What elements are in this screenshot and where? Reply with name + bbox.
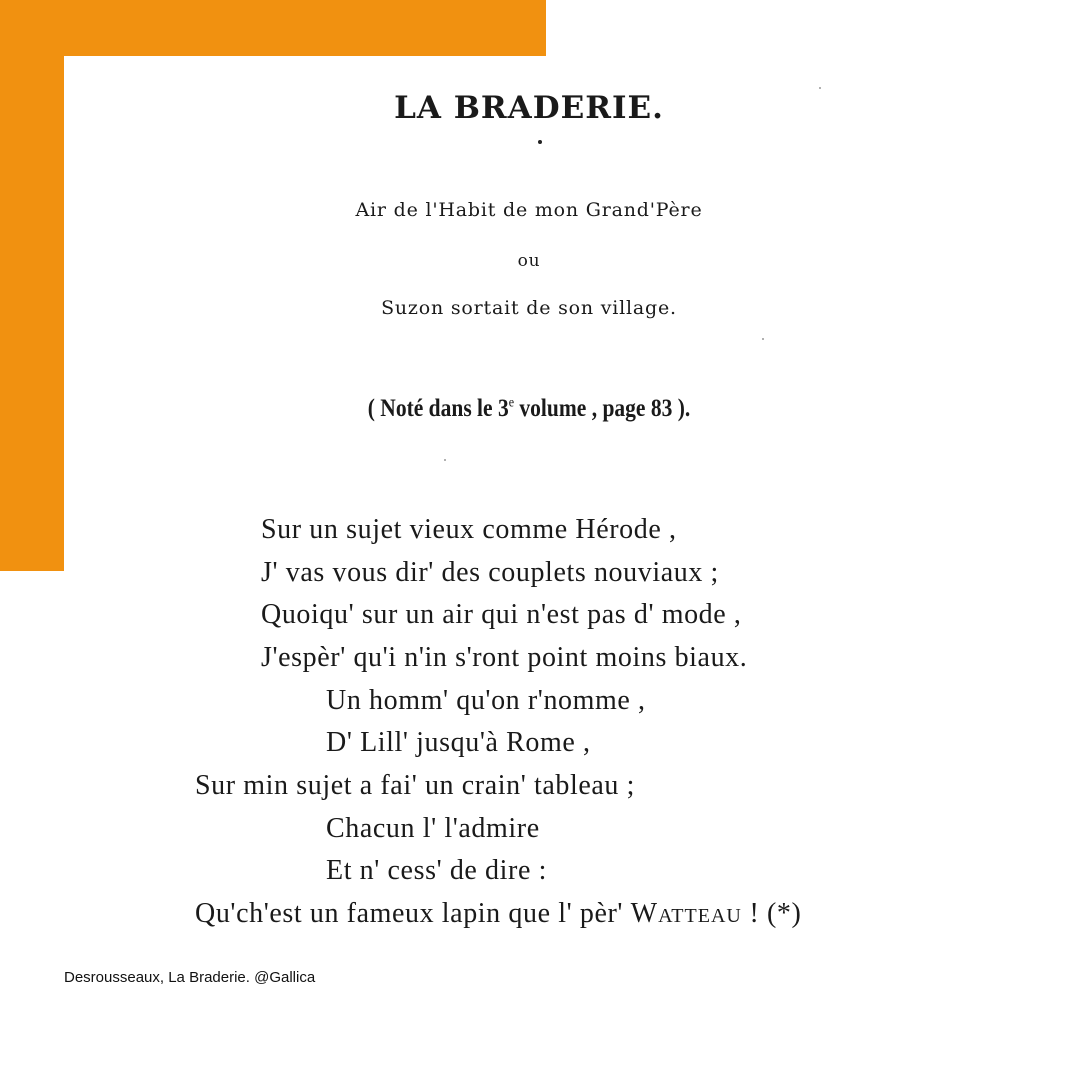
verse-line: Et n' cess' de dire : bbox=[326, 855, 547, 886]
scan-speck bbox=[819, 87, 821, 89]
verse-line: Sur un sujet vieux comme Hérode , bbox=[261, 514, 677, 545]
tune-or: ou bbox=[517, 251, 541, 271]
verse-line: D' Lill' jusqu'à Rome , bbox=[326, 727, 591, 758]
verse-line-last bbox=[195, 897, 801, 931]
scanned-song-page bbox=[64, 56, 1080, 956]
scan-speck bbox=[444, 459, 446, 461]
volume-note-superscript: e bbox=[508, 395, 515, 411]
painter-name: Watteau bbox=[630, 898, 742, 929]
image-caption: Desrousseaux, La Braderie. @Gallica bbox=[64, 969, 316, 986]
verse-last-start: Qu'ch'est un fameux lapin que l' pèr' bbox=[195, 898, 631, 929]
tune-line-1: Air de l'Habit de mon Grand'Père bbox=[355, 199, 703, 221]
volume-note-end: volume , page 83 ). bbox=[514, 395, 691, 422]
verse-line: Chacun l' l'admire bbox=[326, 813, 540, 844]
scan-speck bbox=[762, 338, 764, 340]
song-title: LA BRADERIE. bbox=[394, 90, 664, 126]
volume-note-start: ( Noté dans le 3 bbox=[367, 395, 509, 422]
tune-line-2: Suzon sortait de son village. bbox=[381, 297, 677, 319]
verse-line: Un homm' qu'on r'nomme , bbox=[326, 685, 646, 716]
verse-line: Sur min sujet a fai' un crain' tableau ; bbox=[195, 770, 635, 801]
volume-note bbox=[129, 394, 929, 424]
verse-last-end: ! (*) bbox=[741, 898, 802, 929]
ink-dot bbox=[538, 140, 542, 144]
verse-line: J'espèr' qu'i n'in s'ront point moins biaux. bbox=[261, 642, 748, 673]
verse-line: J' vas vous dir' des couplets nouviaux ; bbox=[261, 557, 719, 588]
verse-line: Quoiqu' sur un air qui n'est pas d' mode , bbox=[261, 599, 742, 630]
